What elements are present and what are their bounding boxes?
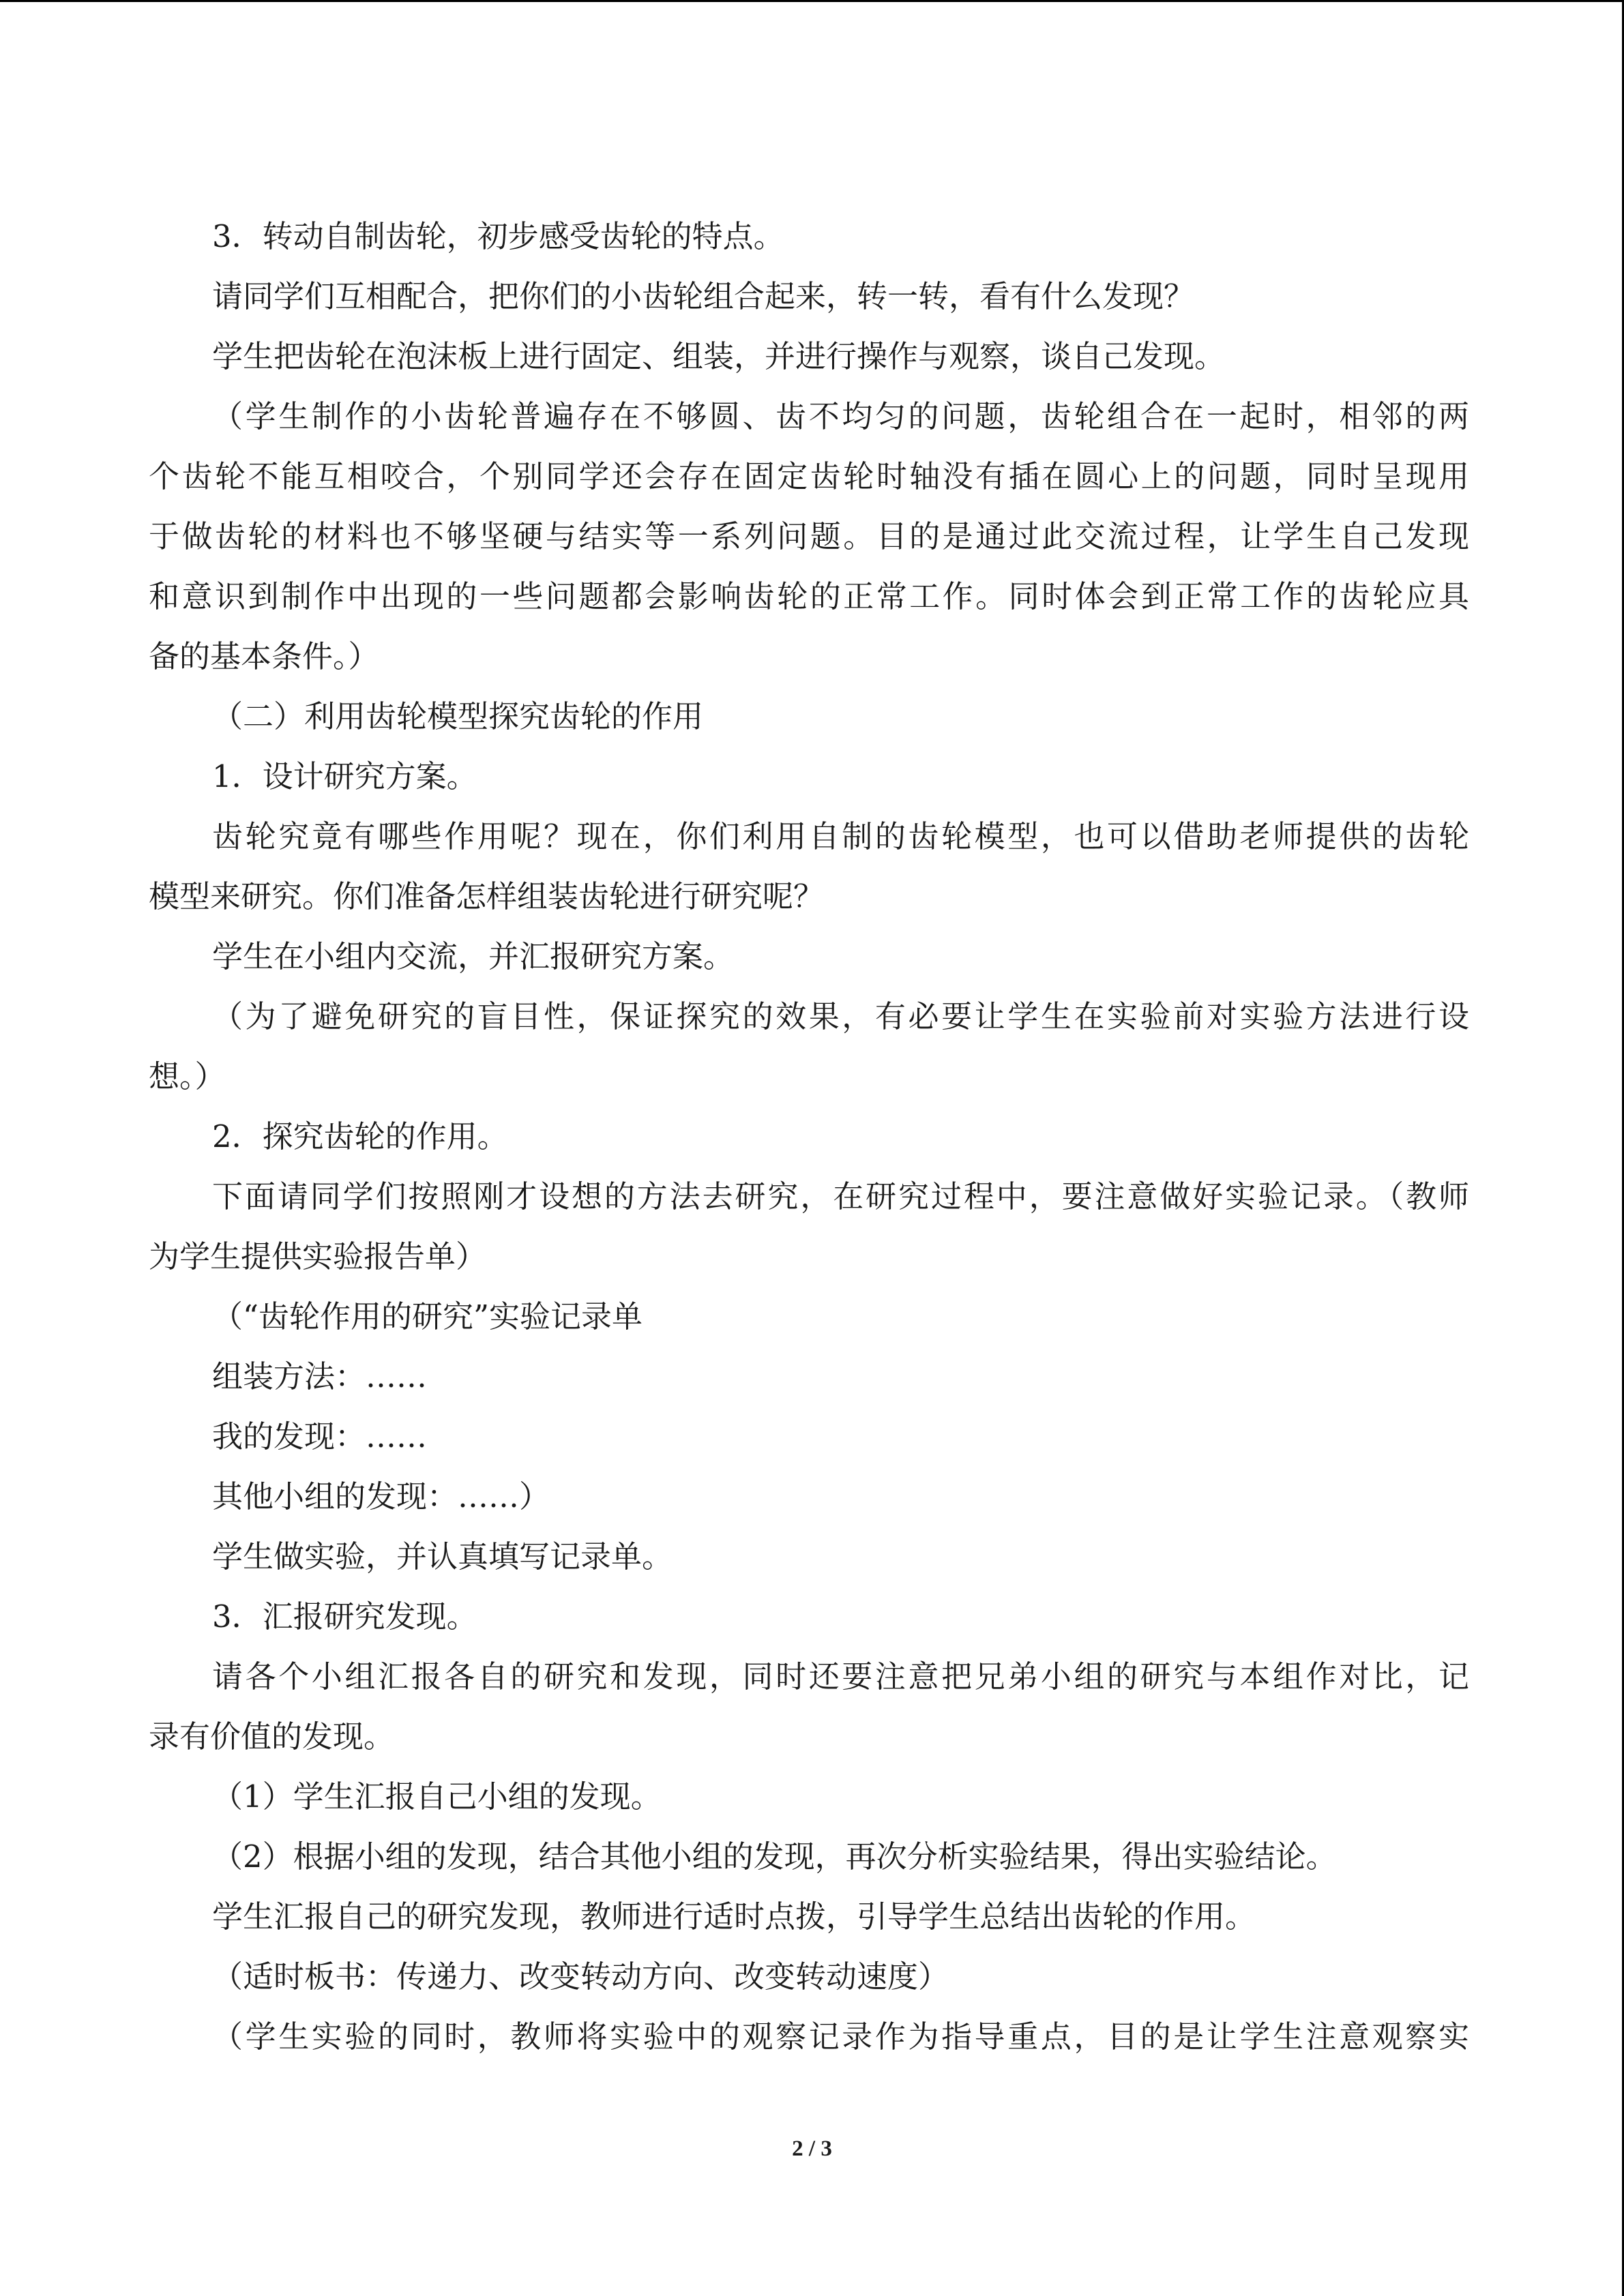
text-line: 组装方法：…… xyxy=(212,1358,428,1395)
text-line: 齿轮究竟有哪些作用呢？现在，你们利用自制的齿轮模型，也可以借助老师提供的齿轮 xyxy=(212,818,1469,854)
text-line: （“齿轮作用的研究”实验记录单 xyxy=(212,1298,643,1335)
text-line: 于做齿轮的材料也不够坚硬与结实等一系列问题。目的是通过此交流过程，让学生自己发现 xyxy=(149,518,1469,554)
text-line: 学生做实验，并认真填写记录单。 xyxy=(212,1538,673,1575)
text-line: 和意识到制作中出现的一些问题都会影响齿轮的正常工作。同时体会到正常工作的齿轮应具 xyxy=(149,578,1469,614)
text-line: 为学生提供实验报告单） xyxy=(149,1238,487,1274)
text-line: 学生把齿轮在泡沫板上进行固定、组装，并进行操作与观察，谈自己发现。 xyxy=(212,338,1226,374)
text-line: 其他小组的发现：……） xyxy=(212,1478,550,1515)
text-line: 学生汇报自己的研究发现，教师进行适时点拨，引导学生总结出齿轮的作用。 xyxy=(212,1898,1256,1935)
text-line: 2．探究齿轮的作用。 xyxy=(212,1118,508,1154)
text-line: 3．转动自制齿轮，初步感受齿轮的特点。 xyxy=(212,218,784,254)
text-line: 录有价值的发现。 xyxy=(149,1718,395,1755)
text-line: （为了避免研究的盲目性，保证探究的效果，有必要让学生在实验前对实验方法进行设 xyxy=(212,998,1469,1034)
text-line: 模型来研究。你们准备怎样组装齿轮进行研究呢？ xyxy=(149,878,825,914)
text-line: 学生在小组内交流，并汇报研究方案。 xyxy=(212,938,735,974)
text-line: （2）根据小组的发现，结合其他小组的发现，再次分析实验结果，得出实验结论。 xyxy=(212,1838,1337,1875)
page-number: 2 / 3 xyxy=(792,2136,832,2161)
document-body xyxy=(149,207,1469,2067)
text-line: （学生制作的小齿轮普遍存在不够圆、齿不均匀的问题，齿轮组合在一起时，相邻的两 xyxy=(212,398,1469,434)
text-line: （二）利用齿轮模型探究齿轮的作用 xyxy=(212,698,704,734)
text-line: （适时板书：传递力、改变转动方向、改变转动速度） xyxy=(212,1958,949,1995)
text-line: 备的基本条件。） xyxy=(149,638,379,674)
text-line: 下面请同学们按照刚才设想的方法去研究，在研究过程中，要注意做好实验记录。（教师 xyxy=(212,1178,1469,1214)
text-line: 3．汇报研究发现。 xyxy=(212,1598,477,1635)
text-line: （学生实验的同时，教师将实验中的观察记录作为指导重点，目的是让学生注意观察实 xyxy=(212,2018,1469,2055)
text-line: 个齿轮不能互相咬合，个别同学还会存在固定齿轮时轴没有插在圆心上的问题，同时呈现用 xyxy=(149,458,1469,494)
text-line: （1）学生汇报自己小组的发现。 xyxy=(212,1778,662,1815)
text-line: 我的发现：…… xyxy=(212,1418,428,1455)
text-line: 请各个小组汇报各自的研究和发现，同时还要注意把兄弟小组的研究与本组作对比，记 xyxy=(212,1658,1469,1695)
text-line: 1．设计研究方案。 xyxy=(212,758,477,794)
text-line: 请同学们互相配合，把你们的小齿轮组合起来，转一转，看有什么发现？ xyxy=(212,278,1195,314)
text-line: 想。） xyxy=(149,1058,226,1094)
